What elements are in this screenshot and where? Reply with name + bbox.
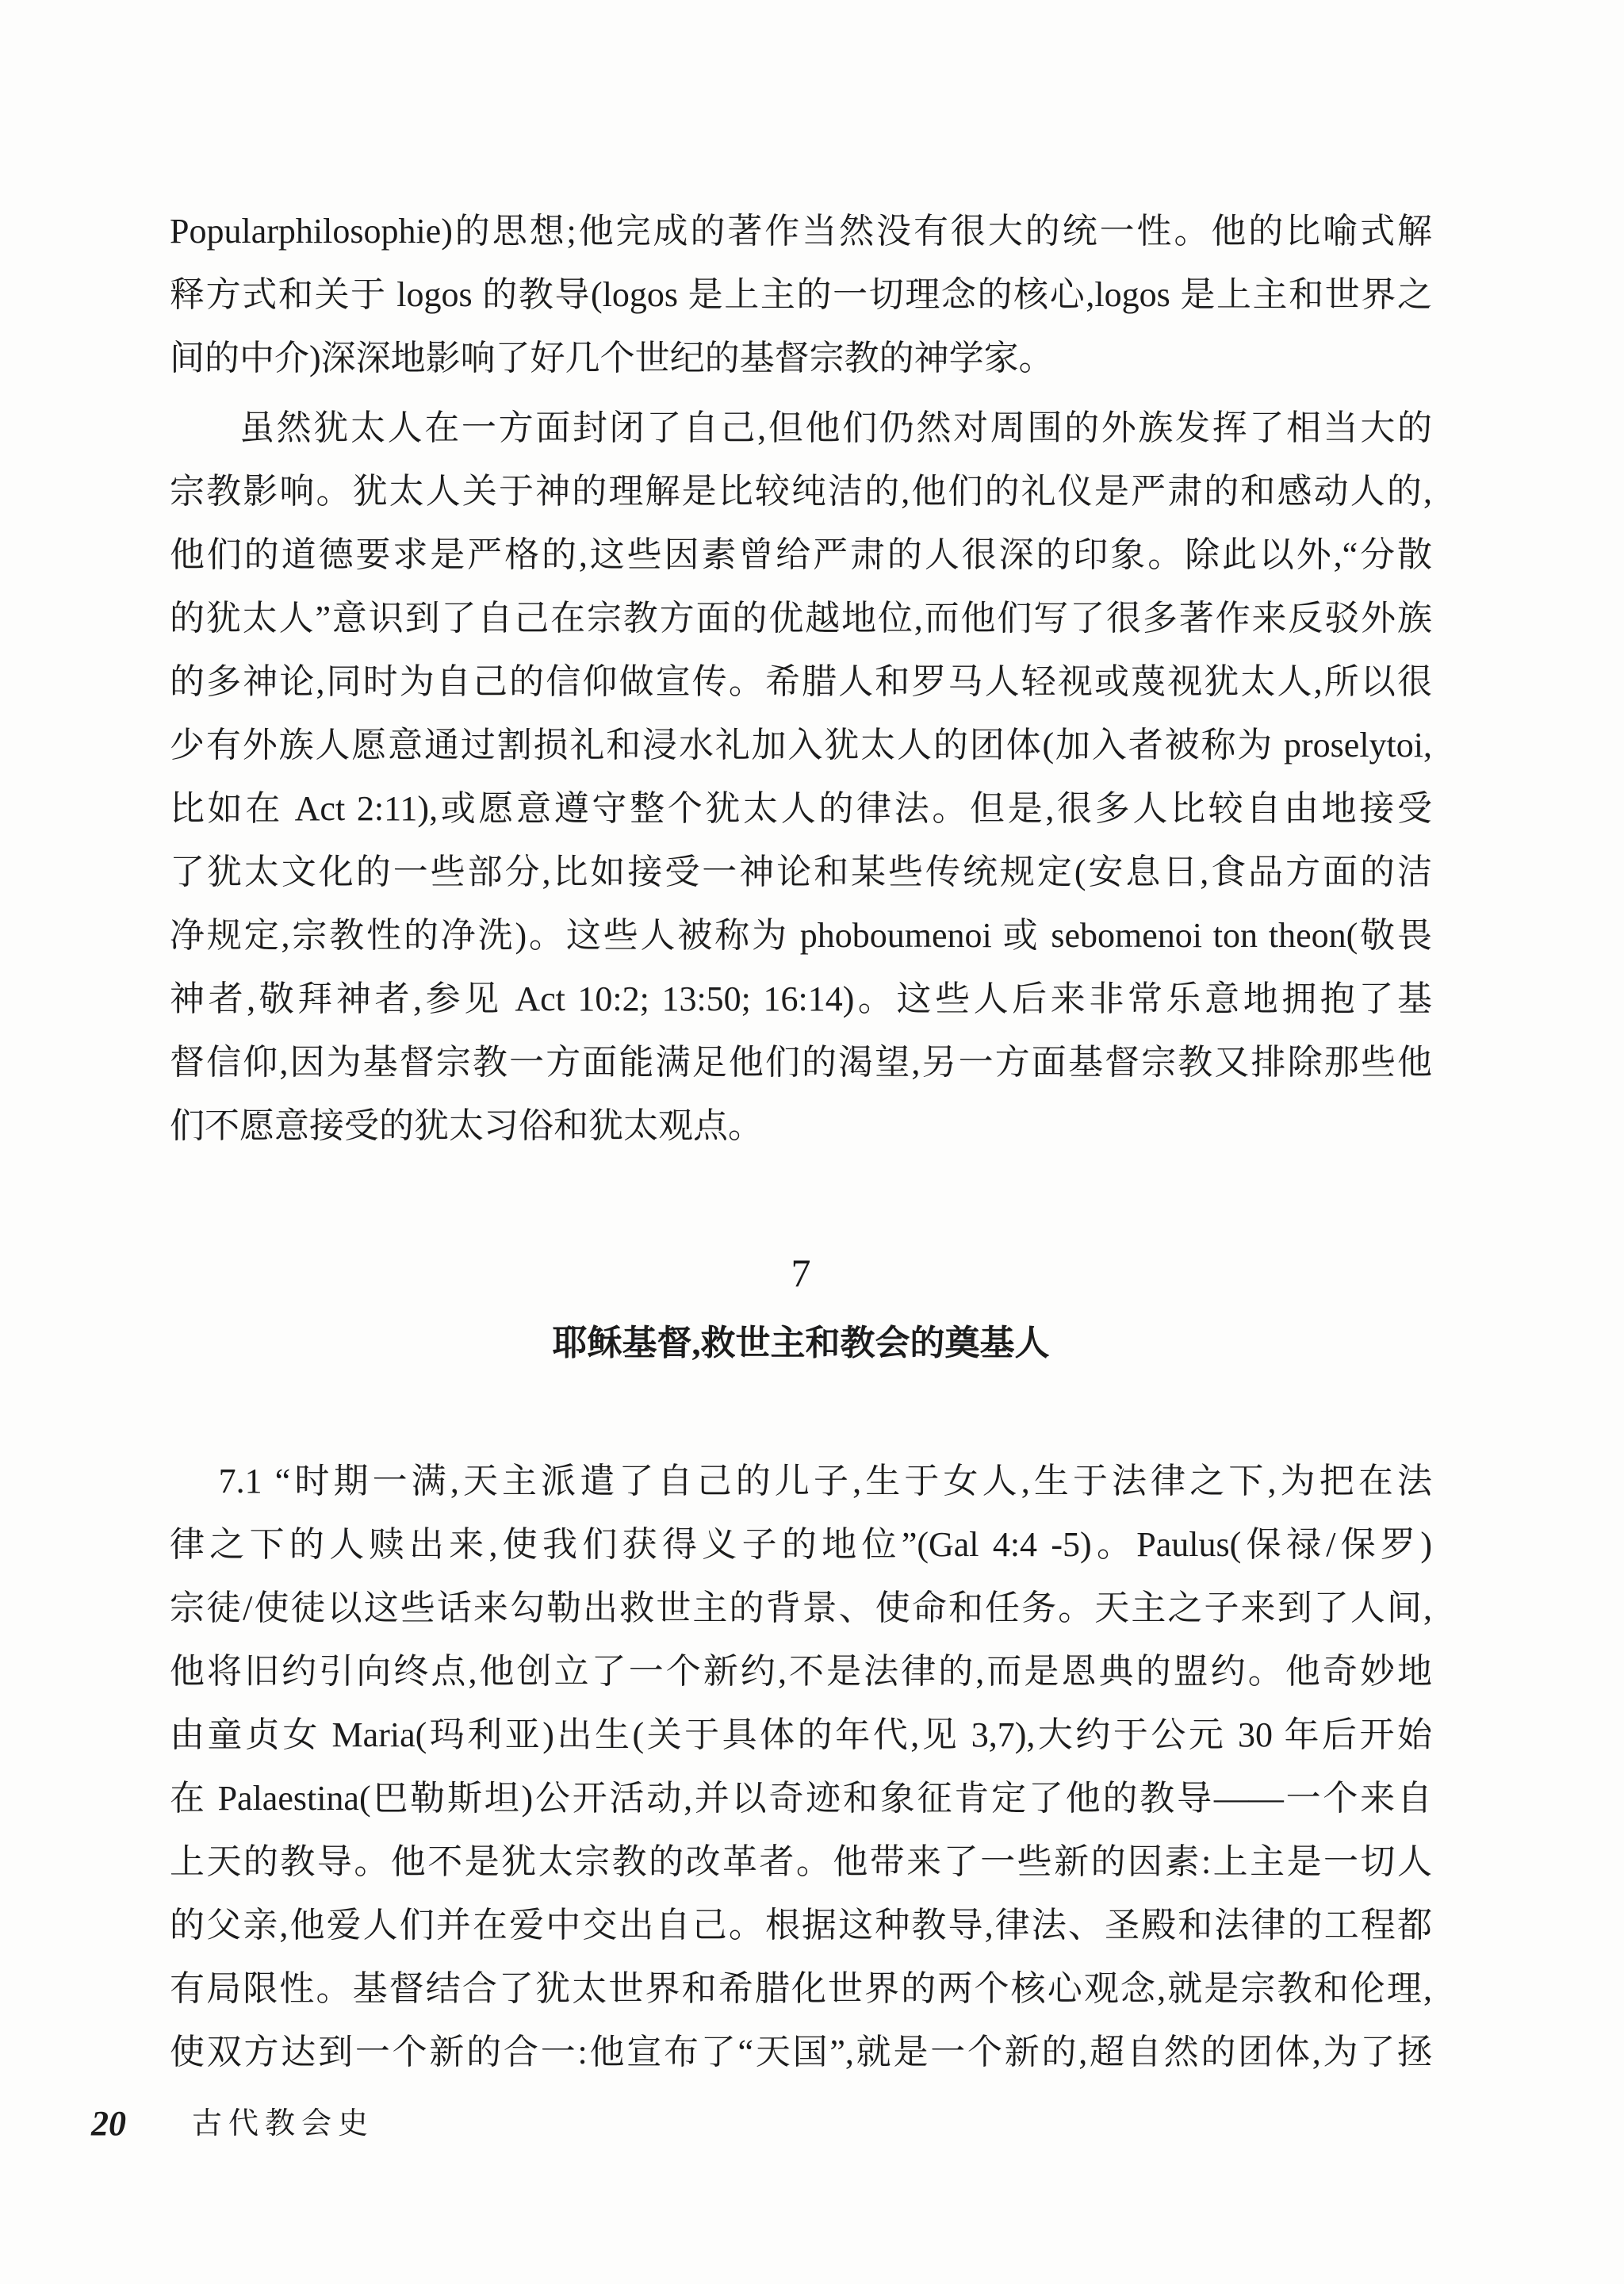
text-line: 由童贞女 Maria(玛利亚)出生(关于具体的年代,见 3,7),大约于公元 30 年后开始 [170, 1715, 1432, 1754]
text-line: 的父亲,他爱人们并在爱中交出自己。根据这种教导,律法、圣殿和法律的工程都 [170, 1906, 1432, 1945]
text-line: 律之下的人赎出来,使我们获得义子的地位”(Gal 4:4 -5)。Paulus(保禄/保罗) [170, 1525, 1432, 1564]
text-line: 间的中介)深深地影响了好几个世纪的基督宗教的神学家。 [170, 339, 1054, 377]
text-line: 少有外族人愿意通过割损礼和浸水礼加入犹太人的团体(加入者被称为 proselytoi, [170, 726, 1432, 765]
text-line: 上天的教导。他不是犹太宗教的改革者。他带来了一些新的因素:上主是一切人 [170, 1842, 1432, 1881]
text-line: 释方式和关于 logos 的教导(logos 是上主的一切理念的核心,logos 是上主和世界之 [170, 275, 1432, 314]
text-line: 宗教影响。犹太人关于神的理解是比较纯洁的,他们的礼仪是严肃的和感动人的, [170, 472, 1432, 511]
text-line: 宗徒/使徒以这些话来勾勒出救世主的背景、使命和任务。天主之子来到了人间, [170, 1588, 1432, 1627]
text-line: 他们的道德要求是严格的,这些因素曾给严肃的人很深的印象。除此以外,“分散 [170, 535, 1432, 574]
text-line: 7.1 “时期一满,天主派遣了自己的儿子,生于女人,生于法律之下,为把在法 [218, 1462, 1432, 1500]
text-line: 的多神论,同时为自己的信仰做宣传。希腊人和罗马人轻视或蔑视犹太人,所以很 [170, 662, 1432, 701]
text-line: 的犹太人”意识到了自己在宗教方面的优越地位,而他们写了很多著作来反驳外族 [170, 599, 1432, 638]
text-line: 们不愿意接受的犹太习俗和犹太观点。 [170, 1106, 763, 1145]
section-title: 耶稣基督,救世主和教会的奠基人 [552, 1324, 1050, 1362]
text-line: 有局限性。基督结合了犹太世界和希腊化世界的两个核心观念,就是宗教和伦理, [170, 1969, 1432, 2008]
section-number: 7 [791, 1251, 811, 1295]
paragraph [170, 200, 1432, 390]
text-line: 神者,敬拜神者,参见 Act 10:2; 13:50; 16:14)。这些人后来非常乐意地拥抱了基 [170, 979, 1432, 1018]
text-line: 在 Palaestina(巴勒斯坦)公开活动,并以奇迹和象征肯定了他的教导——一个来自 [170, 1779, 1432, 1818]
text-line: 净规定,宗教性的净洗)。这些人被称为 phoboumenoi 或 sebomenoi ton theon(敬畏 [170, 916, 1432, 955]
text-line: 比如在 Act 2:11),或愿意遵守整个犹太人的律法。但是,很多人比较自由地接受 [170, 789, 1432, 828]
text-line: 虽然犹太人在一方面封闭了自己,但他们仍然对周围的外族发挥了相当大的 [239, 408, 1432, 447]
text-line: 了犹太文化的一些部分,比如接受一神论和某些传统规定(安息日,食品方面的洁 [170, 853, 1432, 891]
paragraph [170, 1450, 1432, 2084]
text-line: 使双方达到一个新的合一:他宣布了“天国”,就是一个新的,超自然的团体,为了拯 [170, 2033, 1432, 2071]
text-line: 他将旧约引向终点,他创立了一个新约,不是法律的,而是恩典的盟约。他奇妙地 [170, 1652, 1432, 1691]
text-line: Popularphilosophie)的思想;他完成的著作当然没有很大的统一性。他的比喻式解 [170, 212, 1432, 251]
page-number: 20 [91, 2104, 126, 2143]
text-line: 督信仰,因为基督宗教一方面能满足他们的渴望,另一方面基督宗教又排除那些他 [170, 1043, 1432, 1082]
paragraph [170, 397, 1432, 1158]
running-title: 古代教会史 [192, 2107, 375, 2140]
